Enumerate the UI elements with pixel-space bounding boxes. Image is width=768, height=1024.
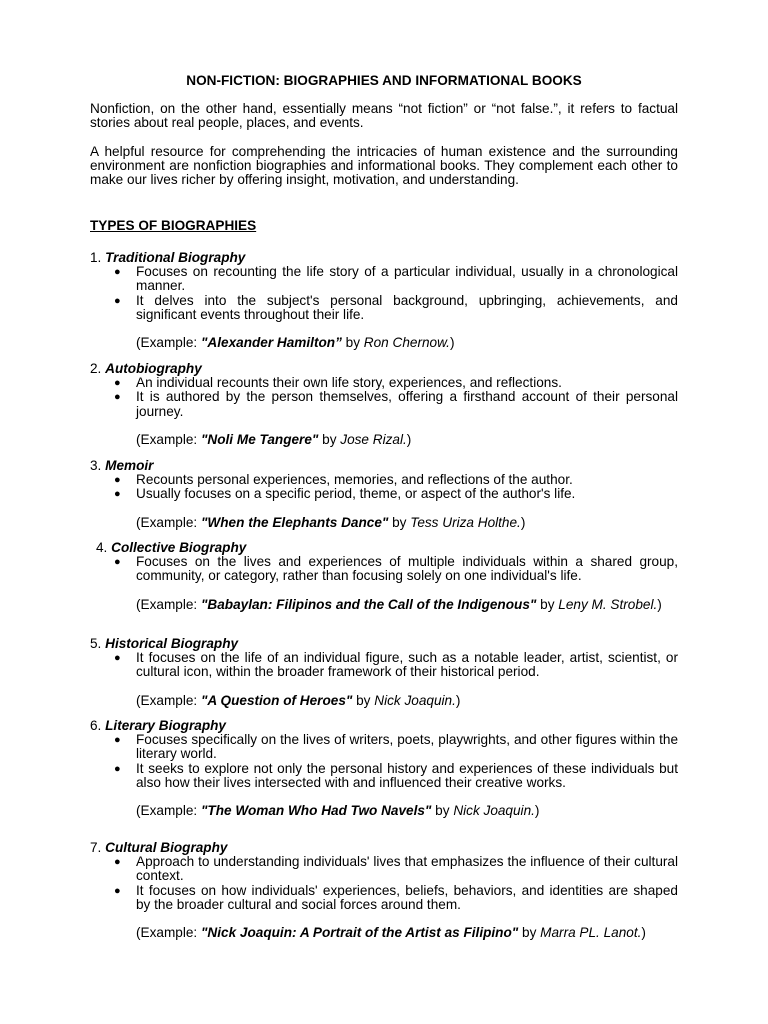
item-title-row: [90, 637, 678, 651]
example-line: [90, 926, 678, 940]
example-suffix: ): [641, 925, 646, 941]
intro-paragraph-1: Nonfiction, on the other hand, essentially means “not fiction” or “not false.”, it refers to factual stories about real people, places, and events.: [90, 101, 678, 131]
biography-type-item: [90, 251, 678, 350]
bullet-text: It is authored by the person themselves, offering a firsthand account of their personal journey.: [136, 389, 678, 419]
example-work: "Alexander Hamilton”: [200, 335, 342, 351]
example-author: Nick Joaquin.: [453, 803, 535, 819]
example-work: "When the Elephants Dance": [200, 514, 389, 530]
example-line: [90, 694, 678, 708]
example-prefix: (Example:: [136, 514, 201, 530]
bullet-text: It focuses on the life of an individual figure, such as a notable leader, artist, scientist, or cultural icon, within the broader framework of their historical period.: [136, 650, 678, 680]
example-by: by: [318, 431, 341, 447]
example-suffix: ): [657, 596, 662, 612]
item-title: Traditional Biography: [105, 250, 246, 265]
example-by: by: [431, 803, 454, 819]
example-prefix: (Example:: [136, 335, 201, 351]
example-by: by: [352, 692, 375, 708]
bullet-icon: ●: [114, 856, 121, 869]
example-line: [90, 336, 678, 350]
bullet-icon: ●: [114, 391, 121, 404]
bullet-icon: ●: [114, 377, 121, 390]
bullet-text: Focuses specifically on the lives of writers, poets, playwrights, and other figures within the literary world.: [136, 732, 678, 762]
list-item: [90, 733, 678, 761]
item-number: 4.: [96, 540, 108, 555]
biography-type-item: [90, 362, 678, 447]
list-item: [90, 473, 678, 487]
list-item: [90, 555, 678, 583]
bullet-text: It focuses on how individuals' experiences, beliefs, behaviors, and identities are shaped by the broader cultural and social forces around them.: [136, 882, 678, 912]
list-item: [90, 651, 678, 679]
item-title: Autobiography: [105, 361, 202, 376]
list-item: [90, 376, 678, 390]
bullet-icon: ●: [114, 652, 121, 665]
item-number: 2.: [90, 361, 102, 376]
bullet-text: An individual recounts their own life story, experiences, and reflections.: [136, 375, 562, 391]
example-author: Jose Rizal.: [340, 431, 407, 447]
example-author: Tess Uriza Holthe.: [410, 514, 521, 530]
list-item: [90, 884, 678, 912]
example-suffix: ): [406, 431, 412, 447]
item-title-row: [90, 362, 678, 376]
biography-type-item: [90, 719, 678, 818]
item-title: Collective Biography: [111, 540, 247, 555]
bullet-text: Approach to understanding individuals' lives that emphasizes the influence of their cultural context.: [136, 854, 678, 884]
item-title: Literary Biography: [105, 718, 226, 733]
example-suffix: ): [449, 335, 455, 351]
item-bullet-list: [90, 555, 678, 583]
document-title: NON-FICTION: BIOGRAPHIES AND INFORMATIONAL BOOKS: [186, 73, 582, 88]
item-title-row: [90, 459, 678, 473]
intro-paragraph-2: A helpful resource for comprehending the intricacies of human existence and the surrounding environment are nonfiction biographies and informational books. They complement each other to make our lives richer by offering insight, motivation, and understanding.: [90, 144, 678, 188]
example-line: [90, 804, 678, 818]
item-title: Memoir: [105, 458, 154, 473]
item-title-row: [90, 541, 678, 555]
biography-type-item: [90, 459, 678, 530]
item-number: 1.: [90, 250, 102, 265]
biography-type-item: [90, 637, 678, 708]
item-title: Historical Biography: [105, 636, 239, 651]
bullet-icon: ●: [114, 266, 121, 279]
bullet-icon: ●: [114, 294, 121, 307]
bullet-icon: ●: [114, 884, 121, 897]
types-heading-text: TYPES OF BIOGRAPHIES: [90, 218, 257, 233]
bullet-text: Focuses on the lives and experiences of multiple individuals within a shared group, community, or category, rather than focusing solely on one individual's life.: [136, 554, 678, 584]
bullet-icon: ●: [114, 488, 121, 501]
example-by: by: [388, 514, 411, 530]
example-work: "Noli Me Tangere": [200, 431, 319, 447]
bullet-text: Usually focuses on a specific period, theme, or aspect of the author's life.: [136, 486, 576, 502]
example-by: by: [341, 335, 364, 351]
list-item: [90, 390, 678, 418]
item-bullet-list: [90, 651, 678, 679]
example-by: by: [518, 925, 541, 941]
example-work: "The Woman Who Had Two Navels": [200, 803, 432, 819]
example-author: Leny M. Strobel.: [558, 596, 658, 612]
list-item: [90, 294, 678, 322]
item-number: 6.: [90, 718, 102, 733]
example-suffix: ): [455, 692, 461, 708]
item-bullet-list: [90, 376, 678, 419]
bullet-icon: ●: [114, 734, 121, 747]
example-author: Nick Joaquin.: [374, 692, 456, 708]
bullet-text: Focuses on recounting the life story of a particular individual, usually in a chronological manner.: [136, 264, 678, 294]
item-bullet-list: [90, 733, 678, 790]
section-heading-types: [90, 219, 678, 233]
example-line: [90, 433, 678, 447]
example-line: [90, 598, 678, 612]
item-number: 7.: [90, 840, 102, 855]
item-title-row: [90, 251, 678, 265]
example-author: Ron Chernow.: [363, 335, 450, 351]
item-number: 5.: [90, 636, 102, 651]
item-title-row: [90, 841, 678, 855]
example-suffix: ): [534, 803, 540, 819]
example-line: [90, 516, 678, 530]
example-prefix: (Example:: [136, 692, 201, 708]
list-item: [90, 762, 678, 790]
biography-type-item: [90, 841, 678, 940]
list-item: [90, 265, 678, 293]
example-by: by: [536, 596, 559, 612]
biography-type-item: [90, 541, 678, 612]
item-bullet-list: [90, 473, 678, 501]
example-work: "A Question of Heroes": [200, 692, 353, 708]
example-prefix: (Example:: [136, 596, 201, 612]
bullet-text: It seeks to explore not only the personal history and experiences of these individuals but also how their lives intersected with and influenced their creative works.: [136, 760, 678, 790]
example-prefix: (Example:: [136, 431, 201, 447]
item-bullet-list: [90, 265, 678, 322]
item-number: 3.: [90, 458, 102, 473]
bullet-icon: ●: [114, 762, 121, 775]
bullet-icon: ●: [114, 474, 121, 487]
list-item: [90, 855, 678, 883]
item-title-row: [90, 719, 678, 733]
bullet-text: It delves into the subject's personal background, upbringing, achievements, and significant events throughout their life.: [136, 292, 678, 322]
example-author: Marra PL. Lanot.: [540, 925, 642, 941]
example-prefix: (Example:: [136, 925, 201, 941]
example-prefix: (Example:: [136, 803, 201, 819]
item-bullet-list: [90, 855, 678, 912]
example-suffix: ): [520, 514, 526, 530]
example-work: "Nick Joaquin: A Portrait of the Artist as Filipino": [200, 925, 519, 941]
bullet-icon: ●: [114, 556, 121, 569]
list-item: [90, 487, 678, 501]
example-work: "Babaylan: Filipinos and the Call of the Indigenous": [200, 596, 537, 612]
bullet-text: Recounts personal experiences, memories, and reflections of the author.: [136, 472, 573, 488]
item-title: Cultural Biography: [105, 840, 228, 855]
